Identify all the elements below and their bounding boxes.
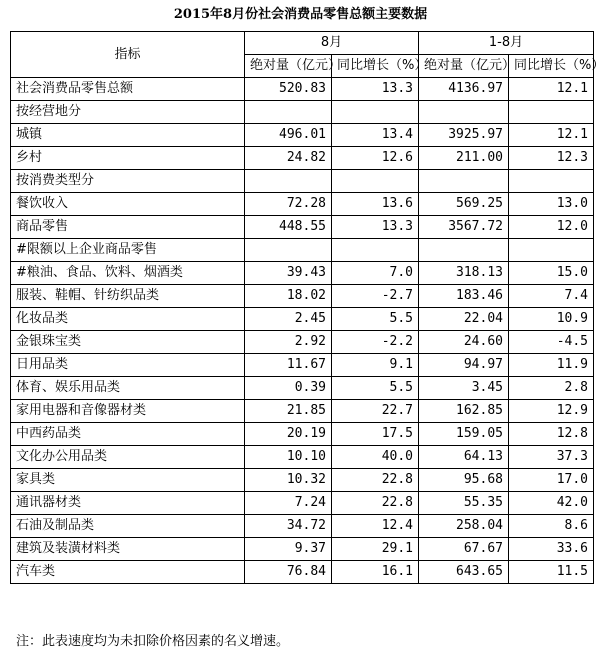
cumulative-abs-cell: 569.25 [419,193,509,216]
august-abs-cell: 76.84 [245,561,332,584]
august-abs-cell: 10.10 [245,446,332,469]
august-yoy-cell: 5.5 [332,308,419,331]
table-row [11,331,594,354]
indicator-cell: 日用品类 [11,354,245,377]
cumulative-abs-cell [419,239,509,262]
cumulative-yoy-cell: 15.0 [509,262,594,285]
august-yoy-cell: 12.4 [332,515,419,538]
august-abs-cell [245,239,332,262]
table-row [11,469,594,492]
august-yoy-cell: -2.2 [332,331,419,354]
cumulative-abs-cell: 64.13 [419,446,509,469]
august-abs-cell: 72.28 [245,193,332,216]
august-yoy-cell: 17.5 [332,423,419,446]
cumulative-yoy-cell: 2.8 [509,377,594,400]
cumulative-abs-cell: 67.67 [419,538,509,561]
yoy-growth-header: 同比增长（%） [332,55,419,78]
august-abs-cell: 520.83 [245,78,332,101]
cumulative-abs-cell: 55.35 [419,492,509,515]
cumulative-yoy-cell: 42.0 [509,492,594,515]
cumulative-yoy-cell: 12.9 [509,400,594,423]
table-row [11,492,594,515]
table-row [11,101,594,124]
august-yoy-cell: 22.8 [332,492,419,515]
header-row-periods [11,32,594,55]
cumulative-yoy-cell: 8.6 [509,515,594,538]
table-row [11,400,594,423]
august-yoy-cell [332,239,419,262]
indicator-cell: 按消费类型分 [11,170,245,193]
cumulative-yoy-cell: 12.1 [509,78,594,101]
indicator-cell: 汽车类 [11,561,245,584]
august-abs-cell: 7.24 [245,492,332,515]
table-row [11,170,594,193]
august-yoy-cell: 7.0 [332,262,419,285]
august-abs-cell: 34.72 [245,515,332,538]
august-yoy-cell: 29.1 [332,538,419,561]
august-abs-cell: 21.85 [245,400,332,423]
table-row [11,147,594,170]
yoy-growth-header: 同比增长（%） [509,55,594,78]
august-abs-cell: 20.19 [245,423,332,446]
cumulative-abs-cell: 159.05 [419,423,509,446]
cumulative-yoy-cell: 7.4 [509,285,594,308]
august-abs-cell: 24.82 [245,147,332,170]
cumulative-yoy-cell [509,101,594,124]
table-row [11,377,594,400]
august-abs-cell: 10.32 [245,469,332,492]
august-yoy-cell [332,170,419,193]
table-row [11,561,594,584]
indicator-cell: 金银珠宝类 [11,331,245,354]
indicator-cell: 家具类 [11,469,245,492]
period-jan-aug-header: 1-8月 [419,32,594,55]
cumulative-abs-cell: 24.60 [419,331,509,354]
august-abs-cell: 9.37 [245,538,332,561]
table-row [11,216,594,239]
cumulative-abs-cell: 4136.97 [419,78,509,101]
august-yoy-cell: 12.6 [332,147,419,170]
august-abs-cell: 2.45 [245,308,332,331]
cumulative-yoy-cell [509,239,594,262]
indicator-cell: 建筑及装潢材料类 [11,538,245,561]
cumulative-abs-cell: 3925.97 [419,124,509,147]
cumulative-yoy-cell [509,170,594,193]
table-row [11,354,594,377]
cumulative-abs-cell: 3567.72 [419,216,509,239]
august-abs-cell: 0.39 [245,377,332,400]
indicator-cell: #粮油、食品、饮料、烟酒类 [11,262,245,285]
august-yoy-cell [332,101,419,124]
table-row [11,515,594,538]
indicator-cell: 中西药品类 [11,423,245,446]
indicator-cell: 化妆品类 [11,308,245,331]
august-yoy-cell: 9.1 [332,354,419,377]
indicator-cell: #限额以上企业商品零售 [11,239,245,262]
cumulative-abs-cell [419,170,509,193]
august-abs-cell: 11.67 [245,354,332,377]
cumulative-yoy-cell: 11.9 [509,354,594,377]
indicator-cell: 乡村 [11,147,245,170]
indicator-cell: 服装、鞋帽、针纺织品类 [11,285,245,308]
cumulative-abs-cell: 22.04 [419,308,509,331]
august-abs-cell: 448.55 [245,216,332,239]
abs-value-header: 绝对量（亿元） [245,55,332,78]
august-yoy-cell: 13.6 [332,193,419,216]
cumulative-abs-cell: 183.46 [419,285,509,308]
indicator-cell: 社会消费品零售总额 [11,78,245,101]
cumulative-abs-cell: 162.85 [419,400,509,423]
cumulative-yoy-cell: 33.6 [509,538,594,561]
cumulative-yoy-cell: 37.3 [509,446,594,469]
table-row [11,78,594,101]
august-yoy-cell: -2.7 [332,285,419,308]
august-abs-cell: 39.43 [245,262,332,285]
table-row [11,308,594,331]
august-yoy-cell: 22.7 [332,400,419,423]
august-abs-cell: 496.01 [245,124,332,147]
indicator-cell: 按经营地分 [11,101,245,124]
indicator-cell: 体育、娱乐用品类 [11,377,245,400]
cumulative-yoy-cell: -4.5 [509,331,594,354]
table-row [11,423,594,446]
august-yoy-cell: 22.8 [332,469,419,492]
cumulative-yoy-cell: 12.8 [509,423,594,446]
table-row [11,538,594,561]
cumulative-abs-cell: 3.45 [419,377,509,400]
cumulative-yoy-cell: 11.5 [509,561,594,584]
cumulative-yoy-cell: 17.0 [509,469,594,492]
cumulative-abs-cell [419,101,509,124]
august-abs-cell [245,101,332,124]
indicator-cell: 商品零售 [11,216,245,239]
indicator-cell: 文化办公用品类 [11,446,245,469]
indicator-cell: 家用电器和音像器材类 [11,400,245,423]
august-yoy-cell: 13.3 [332,216,419,239]
august-abs-cell: 2.92 [245,331,332,354]
table-row [11,239,594,262]
period-august-header: 8月 [245,32,419,55]
august-yoy-cell: 16.1 [332,561,419,584]
table-row [11,193,594,216]
cumulative-abs-cell: 95.68 [419,469,509,492]
table-title: 2015年8月份社会消费品零售总额主要数据 [173,7,428,22]
indicator-cell: 通讯器材类 [11,492,245,515]
cumulative-yoy-cell: 10.9 [509,308,594,331]
table-row [11,124,594,147]
august-yoy-cell: 40.0 [332,446,419,469]
indicator-cell: 石油及制品类 [11,515,245,538]
table-row [11,285,594,308]
indicator-cell: 餐饮收入 [11,193,245,216]
cumulative-abs-cell: 643.65 [419,561,509,584]
abs-value-header: 绝对量（亿元） [419,55,509,78]
cumulative-yoy-cell: 13.0 [509,193,594,216]
august-yoy-cell: 13.4 [332,124,419,147]
table-row [11,262,594,285]
cumulative-abs-cell: 258.04 [419,515,509,538]
indicator-cell: 城镇 [11,124,245,147]
august-abs-cell [245,170,332,193]
cumulative-yoy-cell: 12.0 [509,216,594,239]
cumulative-abs-cell: 211.00 [419,147,509,170]
cumulative-yoy-cell: 12.3 [509,147,594,170]
august-yoy-cell: 5.5 [332,377,419,400]
august-abs-cell: 18.02 [245,285,332,308]
cumulative-abs-cell: 318.13 [419,262,509,285]
indicator-header: 指标 [11,32,245,78]
table-body [11,78,594,584]
cumulative-yoy-cell: 12.1 [509,124,594,147]
table-row [11,446,594,469]
table-footnote: 注：此表速度均为未扣除价格因素的名义增速。 [16,634,290,649]
retail-sales-table [10,31,604,584]
august-yoy-cell: 13.3 [332,78,419,101]
cumulative-abs-cell: 94.97 [419,354,509,377]
